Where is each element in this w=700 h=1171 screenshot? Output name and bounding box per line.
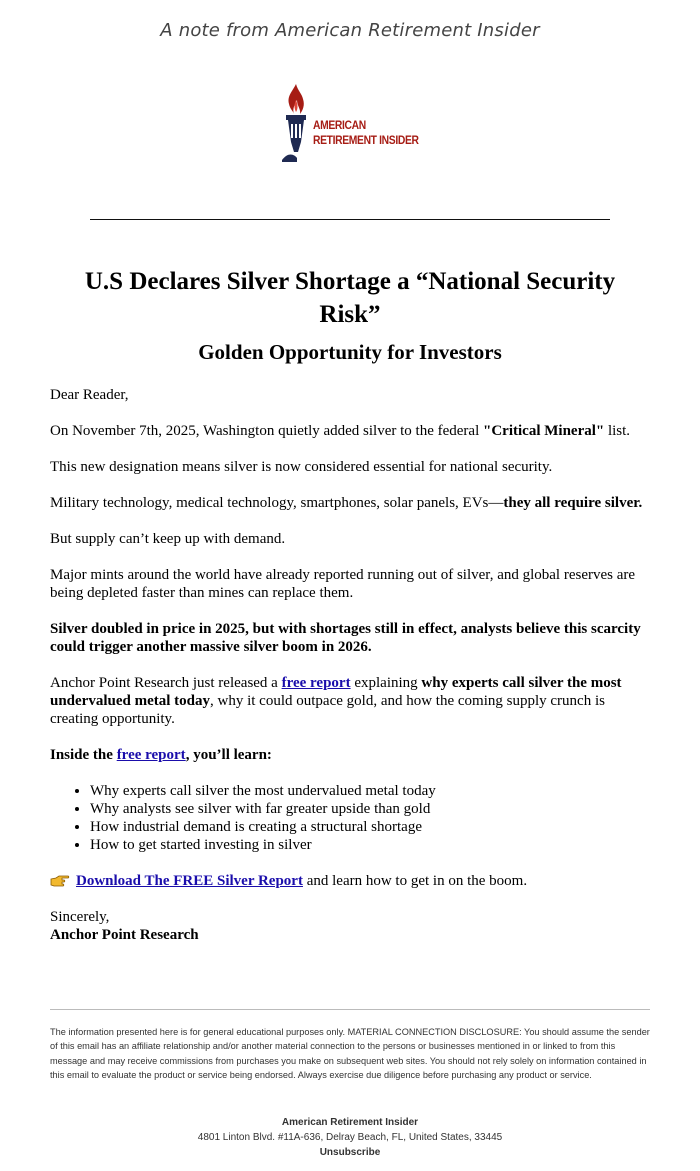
paragraph-uses	[50, 494, 650, 512]
paragraph-price	[50, 620, 650, 656]
header-note: A note from American Retirement Insider	[160, 20, 540, 41]
headline: U.S Declares Silver Shortage a “National Security Risk”	[84, 268, 616, 328]
paragraph-designation: This new designation means silver is now considered essential for national security.	[50, 459, 553, 475]
inside-report-heading	[50, 746, 650, 764]
price-emphasis: Silver doubled in price in 2025, but with shortages still in effect, analysts believe this scarcity could trigger another massive silver boom in 2026.	[50, 621, 641, 655]
paragraph-critical-mineral	[50, 422, 650, 440]
signoff: Sincerely,	[50, 909, 110, 925]
learn-list	[50, 782, 650, 854]
paragraph-text: Anchor Point Research just released a	[50, 675, 282, 691]
brand-logo	[282, 82, 422, 166]
cta-line	[50, 872, 650, 890]
paragraph-text: Military technology, medical technology, smartphones, solar panels, EVs—	[50, 495, 504, 511]
paragraph-text: explaining	[350, 675, 422, 691]
letter-body	[50, 386, 650, 944]
free-report-link-2[interactable]: free report	[116, 747, 186, 763]
footer	[0, 1115, 700, 1160]
header-divider	[90, 219, 610, 220]
logo-text-line2: RETIREMENT INSIDER	[313, 133, 419, 147]
paragraph-text: , why it could outpace gold, and how the coming supply crunch is creating opportunity.	[50, 693, 605, 727]
inside-text: , you’ll learn:	[185, 747, 272, 763]
cta-text: and learn how to get in on the boom.	[302, 873, 528, 889]
disclaimer: The information presented here is for general educational purposes only. MATERIAL CONNECTION DISCLOSURE: You should assume the sender of this email has an affiliate relationship and/or another material connection to the persons or businesses mentioned in or linked to from this message and may receive commissions from purchases you make on subsequent web sites. You should not rely solely on information contained in this email to evaluate the product or service being endorsed. Always exercise due diligence before purchasing any product or service.	[50, 1027, 650, 1081]
subheadline: Golden Opportunity for Investors	[198, 340, 502, 364]
signature: Anchor Point Research	[50, 927, 199, 943]
logo-text-line1: AMERICAN	[313, 118, 366, 132]
report-emphasis: why experts call silver the most undervalued metal today	[50, 675, 622, 709]
inside-text: Inside the	[50, 747, 117, 763]
greeting: Dear Reader,	[50, 387, 129, 403]
list-item: • How to get started investing in silver	[90, 836, 650, 854]
torch-icon	[282, 82, 312, 166]
paragraph-report	[50, 674, 650, 728]
free-report-link[interactable]: free report	[281, 675, 351, 691]
paragraph-text: On November 7th, 2025, Washington quietly added silver to the federal	[50, 423, 484, 439]
paragraph-mints: Major mints around the world have already reported running out of silver, and global reserves are being depleted faster than mines can replace them.	[50, 567, 636, 601]
paragraph-text: list.	[604, 423, 631, 439]
uses-emphasis: they all require silver.	[503, 495, 643, 511]
list-item: • Why experts call silver the most undervalued metal today	[90, 782, 650, 800]
pointing-hand-icon	[50, 874, 70, 888]
critical-mineral-emphasis: "Critical Mineral"	[483, 423, 605, 439]
footer-address: 4801 Linton Blvd. #11A-636, Delray Beach, FL, United States, 33445	[197, 1132, 503, 1143]
signoff-block	[50, 908, 650, 944]
list-item: • Why analysts see silver with far greater upside than gold	[90, 800, 650, 818]
footer-divider	[50, 1009, 650, 1010]
unsubscribe-link[interactable]: Unsubscribe	[319, 1147, 381, 1158]
paragraph-supply: But supply can’t keep up with demand.	[50, 531, 286, 547]
list-item: • How industrial demand is creating a structural shortage	[90, 818, 650, 836]
footer-org: American Retirement Insider	[281, 1117, 419, 1128]
download-report-link[interactable]: Download The FREE Silver Report	[76, 873, 303, 889]
